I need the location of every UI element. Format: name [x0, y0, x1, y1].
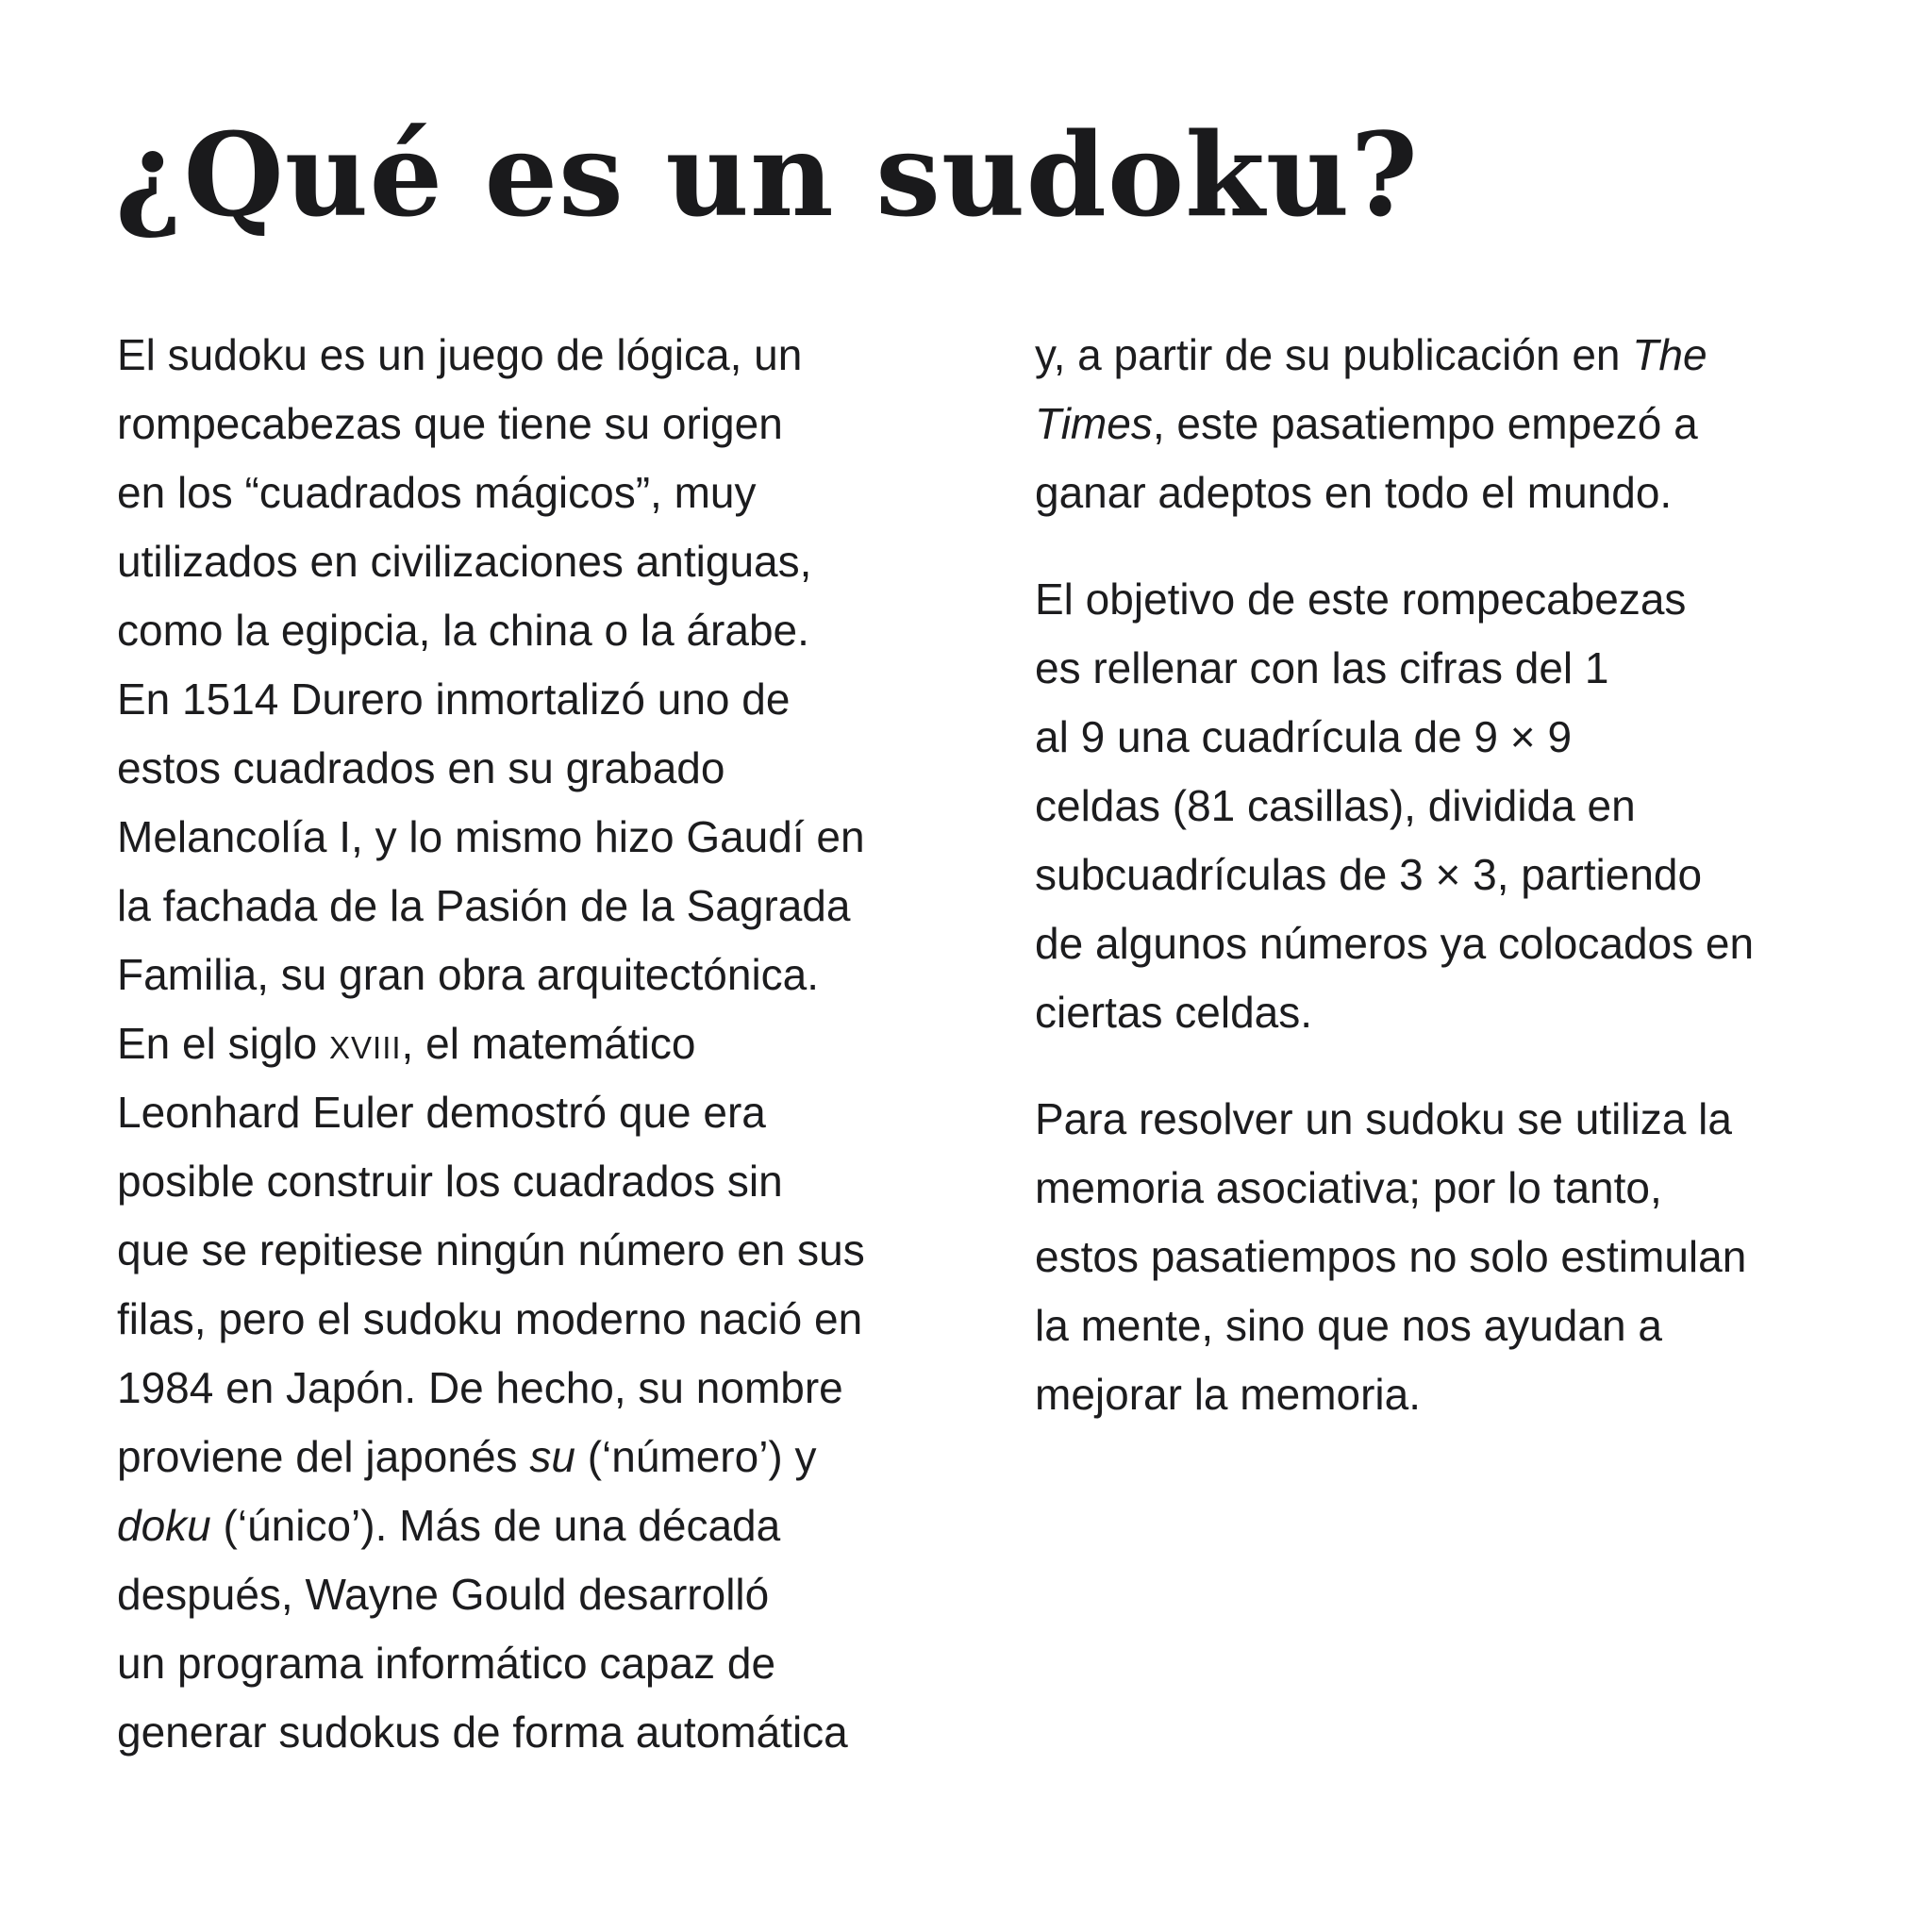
- text-line: utilizados en civilizaciones antiguas,: [117, 537, 812, 586]
- text-line: rompecabezas que tiene su origen: [117, 399, 783, 448]
- text-segment: y, a partir de su publicación en: [1035, 330, 1633, 379]
- text-line: posible construir los cuadrados sin: [117, 1157, 783, 1206]
- text-line: ganar adeptos en todo el mundo.: [1035, 468, 1673, 517]
- text-line: la mente, sino que nos ayudan a: [1035, 1301, 1662, 1350]
- text-line: generar sudokus de forma automática: [117, 1707, 848, 1757]
- text-line: estos cuadrados en su grabado: [117, 743, 725, 792]
- text-segment: (‘único’). Más de una década: [210, 1501, 781, 1550]
- page-title: ¿Qué es un sudoku?: [115, 107, 1419, 242]
- text-line: de algunos números ya colocados en: [1035, 919, 1755, 968]
- italic-term: doku: [117, 1501, 211, 1550]
- text-segment: proviene del japonés: [117, 1432, 530, 1481]
- text-segment: (‘número’) y: [575, 1432, 817, 1481]
- text-line: celdas (81 casillas), dividida en: [1035, 781, 1636, 830]
- text-line: en los “cuadrados mágicos”, muy: [117, 468, 757, 517]
- text-line: es rellenar con las cifras del 1: [1035, 643, 1609, 692]
- text-line: [117, 1423, 966, 1491]
- text-line: ciertas celdas.: [1035, 988, 1313, 1037]
- text-line: Para resolver un sudoku se utiliza la: [1035, 1094, 1732, 1143]
- italic-term: The: [1632, 330, 1707, 379]
- text-line: [1035, 390, 1884, 458]
- text-line: como la egipcia, la china o la árabe.: [117, 606, 809, 655]
- text-line: En 1514 Durero inmortalizó uno de: [117, 675, 791, 724]
- text-line: El objetivo de este rompecabezas: [1035, 575, 1687, 624]
- text-segment: En el siglo: [117, 1019, 330, 1068]
- right-column: [1035, 321, 1884, 1429]
- text-line: al 9 una cuadrícula de 9 × 9: [1035, 712, 1573, 761]
- text-line: mejorar la memoria.: [1035, 1370, 1421, 1419]
- text-line: [1035, 321, 1884, 390]
- text-line: filas, pero el sudoku moderno nació en: [117, 1294, 863, 1343]
- paragraph: [1035, 1085, 1884, 1429]
- text-line: memoria asociativa; por lo tanto,: [1035, 1163, 1662, 1212]
- century-smallcaps: XVIII: [329, 1030, 402, 1065]
- paragraph: [1035, 321, 1884, 527]
- text-line: la fachada de la Pasión de la Sagrada: [117, 881, 851, 930]
- left-column: [117, 321, 966, 1767]
- text-line: después, Wayne Gould desarrolló: [117, 1570, 770, 1619]
- text-line: subcuadrículas de 3 × 3, partiendo: [1035, 850, 1703, 899]
- italic-term: Times: [1035, 399, 1153, 448]
- text-line: un programa informático capaz de: [117, 1639, 776, 1688]
- text-line: Melancolía I, y lo mismo hizo Gaudí en: [117, 812, 865, 861]
- text-segment: , este pasatiempo empezó a: [1152, 399, 1698, 448]
- text-line: Leonhard Euler demostró que era: [117, 1088, 766, 1137]
- text-line: El sudoku es un juego de lógica, un: [117, 330, 803, 379]
- text-line: que se repitiese ningún número en sus: [117, 1225, 865, 1274]
- text-line: [117, 1491, 966, 1560]
- text-line: Familia, su gran obra arquitectónica.: [117, 950, 820, 999]
- paragraph: [1035, 565, 1884, 1047]
- text-line: estos pasatiempos no solo estimulan: [1035, 1232, 1747, 1281]
- text-line: 1984 en Japón. De hecho, su nombre: [117, 1363, 843, 1412]
- text-line: [117, 1009, 966, 1078]
- italic-term: su: [529, 1432, 575, 1481]
- text-segment: , el matemático: [401, 1019, 696, 1068]
- paragraph: [117, 321, 966, 1767]
